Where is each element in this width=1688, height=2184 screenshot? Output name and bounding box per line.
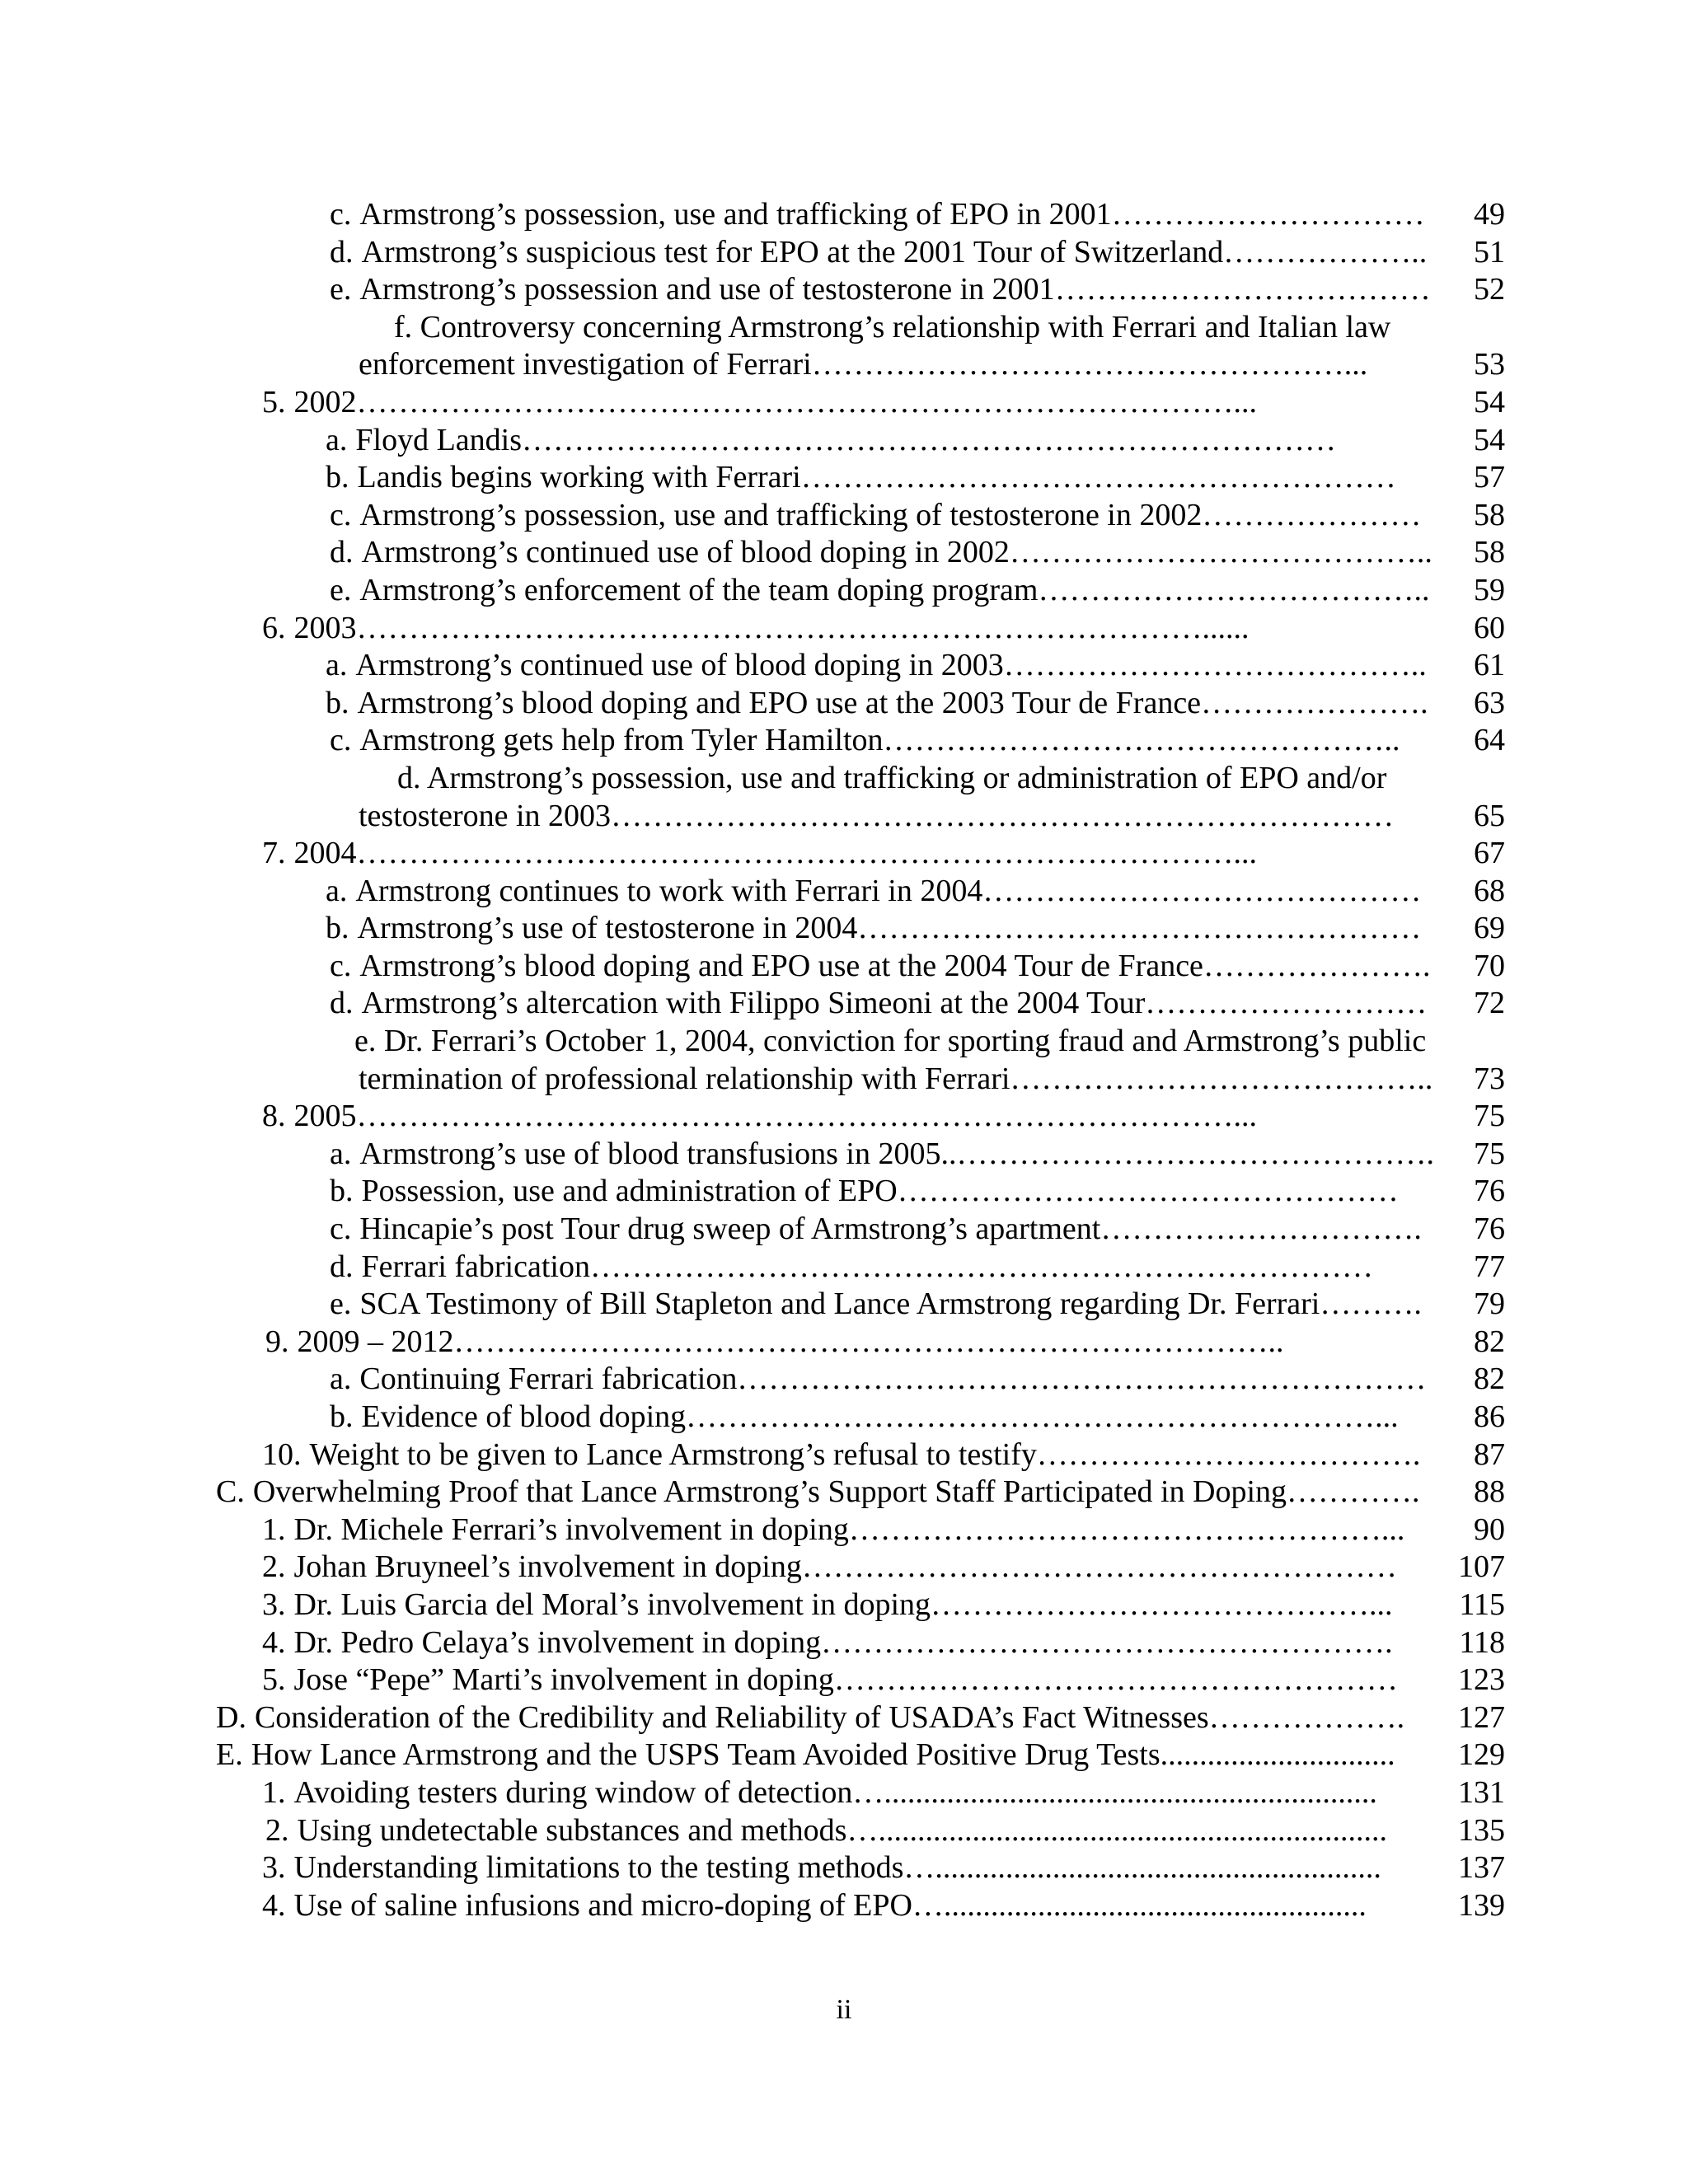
toc-entry[interactable] (326, 910, 1505, 948)
toc-entry-marker: 4. (262, 1624, 286, 1660)
toc-leader-dots: …......................................................... (903, 1850, 1381, 1886)
toc-entry-marker: 3. (262, 1850, 286, 1886)
toc-entry-title: 2002 (293, 384, 357, 419)
toc-page-number: 70 (1474, 948, 1505, 983)
toc-entry-title: Armstrong gets help from Tyler Hamilton (359, 723, 884, 758)
toc-page-number: 75 (1474, 1099, 1505, 1134)
toc-leader-dots: ………………………………………………………………………...... (356, 610, 1250, 645)
toc-row (0, 1511, 1688, 1549)
toc-entry-title: How Lance Armstrong and the USPS Team Avoided Positive Drug Tests (251, 1737, 1160, 1773)
toc-row (0, 1249, 1688, 1286)
toc-row (0, 1849, 1688, 1887)
toc-entry-title: Evidence of blood doping (361, 1399, 687, 1434)
toc-entry[interactable] (326, 422, 1505, 460)
toc-page-number: 57 (1474, 460, 1505, 495)
toc-leader-dots: ………. (1320, 1286, 1422, 1322)
toc-page-number: 131 (1458, 1774, 1505, 1810)
toc-entry[interactable] (330, 1211, 1505, 1249)
toc-page-number: 86 (1474, 1399, 1505, 1434)
toc-row (0, 459, 1688, 497)
toc-entry[interactable] (262, 1511, 1505, 1549)
toc-entry-title: Continuing Ferrari fabrication (359, 1361, 738, 1397)
toc-entry[interactable] (330, 985, 1505, 1023)
toc-entry-title: f. Controversy concerning Armstrong’s relationship with Ferrari and Italian law (394, 309, 1391, 344)
toc-entry-marker: d. (330, 234, 354, 269)
toc-entry[interactable] (330, 1136, 1505, 1174)
toc-entry-marker: 7. (262, 836, 286, 871)
toc-entry[interactable] (262, 835, 1505, 873)
toc-page-number: 72 (1474, 986, 1505, 1021)
toc-leader-dots: ……………………………………... (931, 1586, 1393, 1622)
toc-entry[interactable] (330, 497, 1505, 535)
toc-entry-marker: 6. (262, 610, 286, 645)
toc-row (0, 271, 1688, 309)
toc-leader-dots: ………………………………………………………………… (589, 1249, 1373, 1284)
toc-leader-dots: …………………………………………………………………… (522, 422, 1336, 457)
toc-page-number: 139 (1458, 1887, 1505, 1923)
toc-leader-dots: ……………………………………………… (857, 911, 1422, 946)
toc-leader-dots: …………………………………………………………………………... (356, 836, 1257, 871)
toc-row (0, 647, 1688, 685)
toc-page-number: 58 (1474, 497, 1505, 532)
toc-entry-title: Armstrong’s continued use of blood doping in 2003 (355, 648, 1004, 683)
toc-entry[interactable] (262, 1586, 1505, 1624)
toc-entry-title: Use of saline infusions and micro-doping of EPO (293, 1887, 912, 1923)
toc-entry-marker: b. (326, 460, 349, 495)
toc-entry-marker: E. (216, 1737, 243, 1773)
toc-leader-dots: ……………….. (1223, 234, 1428, 269)
toc-entry-marker: C. (216, 1474, 245, 1510)
toc-entry-marker: c. (330, 948, 352, 983)
toc-entry-title: Armstrong continues to work with Ferrari in 2004 (355, 873, 983, 908)
toc-entry[interactable] (262, 1774, 1505, 1812)
toc-entry[interactable] (326, 685, 1505, 723)
toc-entry[interactable] (330, 948, 1505, 986)
toc-entry[interactable] (262, 1849, 1505, 1887)
toc-page-number: 135 (1458, 1812, 1505, 1848)
toc-entry-title: Armstrong’s blood doping and EPO use at the 2004 Tour de France (359, 948, 1203, 983)
toc-leader-dots: ………………………………….. (1010, 1061, 1433, 1096)
toc-leader-dots: ………………………………. (1036, 1436, 1421, 1472)
toc-leader-dots: …………………. (1203, 948, 1431, 983)
toc-entry-marker: b. (326, 685, 349, 720)
toc-entry-title: Armstrong’s possession and use of testosterone in 2001 (359, 272, 1055, 307)
toc-row (0, 798, 1688, 836)
toc-entry-title: Understanding limitations to the testing methods (293, 1850, 904, 1886)
toc-leader-dots: ………………………………….. (1009, 535, 1432, 570)
toc-entry-title: Johan Bruyneel’s involvement in doping (293, 1549, 802, 1585)
toc-entry-title: Dr. Luis Garcia del Moral’s involvement in doping (293, 1586, 931, 1622)
toc-row (0, 1023, 1688, 1061)
toc-entry-marker: 1. (262, 1774, 286, 1810)
toc-entry-title: enforcement investigation of Ferrari (359, 347, 812, 382)
toc-entry-marker: 5. (262, 384, 286, 419)
toc-entry-title: Armstrong’s blood doping and EPO use at the 2003 Tour de France (357, 685, 1202, 720)
toc-leader-dots: ………………………………………………………… (737, 1361, 1427, 1397)
toc-page-number: 107 (1458, 1549, 1505, 1585)
toc-entry-marker: a. (326, 648, 348, 683)
toc-entry-marker: c. (330, 1212, 352, 1247)
toc-page-number: 137 (1458, 1850, 1505, 1886)
toc-row (0, 346, 1688, 384)
toc-row (0, 497, 1688, 535)
toc-entry-title: Armstrong’s continued use of blood doping in 2002 (361, 535, 1010, 570)
toc-leader-dots: ………………………………………………. (821, 1624, 1393, 1660)
toc-leader-dots: ………………. (1208, 1699, 1405, 1735)
toc-page-number: 82 (1474, 1324, 1505, 1359)
toc-entry-marker: d. (330, 535, 354, 570)
toc-entry[interactable] (216, 1736, 1505, 1774)
toc-entry-marker: b. (326, 911, 349, 946)
toc-leader-dots: ………………………………………. (956, 1136, 1434, 1171)
toc-entry-title: Using undetectable substances and methods (297, 1812, 847, 1848)
toc-entry-marker: e. (330, 272, 352, 307)
toc-entry-title: Armstrong’s suspicious test for EPO at the 2001 Tour of Switzerland (361, 234, 1224, 269)
toc-row (0, 685, 1688, 723)
toc-row (0, 234, 1688, 272)
toc-entry-marker: b. (330, 1399, 354, 1434)
toc-entry[interactable] (330, 1361, 1505, 1399)
toc-entry[interactable] (262, 384, 1505, 422)
toc-leader-dots: ………………………………………………………………… (611, 798, 1395, 833)
toc-leader-dots: …………………………………………………………... (686, 1399, 1399, 1434)
toc-row (0, 1474, 1688, 1511)
toc-page-number: 76 (1474, 1174, 1505, 1209)
toc-row (0, 309, 1688, 347)
toc-entry[interactable] (216, 1474, 1505, 1511)
toc-leader-dots: …………………………………………………………………………... (356, 384, 1257, 419)
toc-entry[interactable] (326, 873, 1505, 911)
toc-entry[interactable] (262, 610, 1505, 648)
toc-row (0, 1286, 1688, 1324)
toc-page-number: 115 (1459, 1586, 1505, 1622)
toc-entry-marker: e. (330, 1286, 352, 1322)
toc-row (0, 1812, 1688, 1850)
toc-entry-marker: 1. (262, 1511, 286, 1547)
toc-entry-marker: 8. (262, 1099, 286, 1134)
toc-row (0, 422, 1688, 460)
toc-row (0, 1699, 1688, 1737)
toc-leader-dots: …………………. (1201, 685, 1428, 720)
toc-leader-dots: …...................................................... (912, 1887, 1367, 1923)
toc-entry-title: termination of professional relationship with Ferrari (359, 1061, 1010, 1096)
toc-entry[interactable] (265, 1812, 1505, 1850)
toc-entry-marker: 5. (262, 1662, 286, 1698)
toc-leader-dots: ………………………………………………… (800, 460, 1396, 495)
toc-entry[interactable] (330, 1173, 1505, 1211)
toc-entry-title: Consideration of the Credibility and Reliability of USADA’s Fact Witnesses (254, 1699, 1209, 1735)
toc-row (0, 572, 1688, 610)
toc-entry-title: testosterone in 2003 (359, 798, 612, 833)
toc-entry[interactable] (330, 271, 1505, 309)
toc-page-number: 58 (1474, 535, 1505, 570)
toc-row (0, 1211, 1688, 1249)
toc-page-number: 88 (1474, 1474, 1505, 1510)
toc-page-number: 127 (1458, 1699, 1505, 1735)
toc-page-number: 75 (1474, 1136, 1505, 1171)
toc-page-number: 59 (1474, 572, 1505, 607)
toc-entry-marker: d. (330, 1249, 354, 1284)
toc-page-number: 77 (1474, 1249, 1505, 1284)
toc-entry[interactable] (330, 1399, 1505, 1436)
toc-entry[interactable] (262, 1436, 1505, 1474)
toc-row (0, 1098, 1688, 1136)
toc-entry-marker: 9. (265, 1324, 289, 1359)
toc-row (0, 1586, 1688, 1624)
toc-leader-dots: ………………………………………… (897, 1174, 1399, 1209)
toc-row (0, 1436, 1688, 1474)
toc-leader-dots: …............................................................... (852, 1774, 1377, 1810)
toc-entry[interactable] (262, 1549, 1505, 1586)
toc-row (0, 948, 1688, 986)
toc-row (0, 873, 1688, 911)
toc-entry-marker: 4. (262, 1887, 286, 1923)
toc-leader-dots: ………………………………………….. (883, 723, 1400, 758)
toc-entry-marker: e. (330, 572, 352, 607)
toc-entry[interactable] (262, 1624, 1505, 1662)
toc-row (0, 1549, 1688, 1586)
toc-entry-marker: a. (326, 422, 348, 457)
toc-page-number: 53 (1474, 347, 1505, 382)
toc-entry-title: Armstrong’s altercation with Filippo Simeoni at the 2004 Tour (361, 986, 1146, 1021)
toc-entry-title: Jose “Pepe” Marti’s involvement in doping (293, 1662, 834, 1698)
toc-entry-marker: a. (330, 1361, 352, 1397)
toc-entry-title: Avoiding testers during window of detection (293, 1774, 853, 1810)
toc-entry-title: Landis begins working with Ferrari (357, 460, 801, 495)
toc-page-number: 123 (1458, 1662, 1505, 1698)
table-of-contents (0, 196, 1688, 1924)
toc-entry-title: 2003 (293, 610, 357, 645)
toc-entry-marker: c. (330, 723, 352, 758)
toc-page-number: 90 (1474, 1511, 1505, 1547)
toc-entry[interactable] (330, 196, 1505, 234)
toc-entry[interactable] (359, 798, 1505, 836)
toc-entry[interactable] (262, 1098, 1505, 1136)
toc-entry[interactable] (359, 346, 1505, 384)
toc-row (0, 1736, 1688, 1774)
toc-entry[interactable] (359, 1061, 1505, 1099)
toc-entry-marker: a. (330, 1136, 352, 1171)
toc-entry-marker: a. (326, 873, 348, 908)
toc-entry-marker: c. (330, 497, 352, 532)
toc-entry[interactable] (330, 1249, 1505, 1286)
toc-entry-title: Floyd Landis (355, 422, 522, 457)
toc-page-number: 54 (1474, 422, 1505, 457)
toc-row (0, 722, 1688, 760)
toc-leader-dots: ……………………………………………… (833, 1662, 1398, 1698)
toc-row (0, 1774, 1688, 1812)
toc-entry[interactable] (262, 1661, 1505, 1699)
toc-entry-title: e. Dr. Ferrari’s October 1, 2004, conviction for sporting fraud and Armstrong’s public (354, 1024, 1427, 1059)
toc-page-number: 118 (1459, 1624, 1505, 1660)
toc-page-number: 52 (1474, 272, 1505, 307)
toc-row (0, 835, 1688, 873)
toc-entry-title: Armstrong’s use of blood transfusions in 2005.. (359, 1136, 957, 1171)
toc-leader-dots: …………………………………………………………………………... (356, 1099, 1257, 1134)
toc-leader-dots: ………………………………….. (1003, 648, 1427, 683)
toc-page-number: 64 (1474, 723, 1505, 758)
toc-entry-title: Armstrong’s use of testosterone in 2004 (357, 911, 858, 946)
toc-entry-title: 2009 – 2012 (297, 1324, 454, 1359)
toc-page-number: 76 (1474, 1212, 1505, 1247)
toc-row (0, 384, 1688, 422)
toc-page-number: 79 (1474, 1286, 1505, 1322)
toc-row (0, 534, 1688, 572)
toc-page-number: 65 (1474, 798, 1505, 833)
toc-leader-dots: ……………………………………………... (848, 1511, 1405, 1547)
toc-row (0, 196, 1688, 234)
toc-entry[interactable] (330, 534, 1505, 572)
toc-leader-dots: …………………………………………………………………….. (453, 1324, 1284, 1359)
toc-leader-dots: ………………… (1202, 497, 1422, 532)
toc-row (0, 760, 1688, 798)
toc-page-number: 129 (1458, 1737, 1505, 1773)
toc-entry-marker: 10. (262, 1436, 302, 1472)
toc-row (0, 1173, 1688, 1211)
toc-entry-title: Hincapie’s post Tour drug sweep of Armstrong’s apartment (359, 1212, 1101, 1247)
toc-page-number: 61 (1474, 648, 1505, 683)
toc-entry-title: Dr. Pedro Celaya’s involvement in doping (293, 1624, 822, 1660)
toc-entry-marker: 2. (262, 1549, 286, 1585)
toc-entry[interactable] (265, 1324, 1505, 1361)
toc-entry-marker: b. (330, 1174, 354, 1209)
toc-page-number: 82 (1474, 1361, 1505, 1397)
toc-row (0, 910, 1688, 948)
toc-leader-dots: .............................. (1160, 1737, 1395, 1773)
toc-entry-title: Ferrari fabrication (361, 1249, 590, 1284)
toc-page-number: 63 (1474, 685, 1505, 720)
toc-entry[interactable] (326, 647, 1505, 685)
toc-entry-title: Armstrong’s enforcement of the team doping program (359, 572, 1039, 607)
toc-entry-title: 2005 (293, 1099, 357, 1134)
toc-row (0, 1061, 1688, 1099)
toc-entry[interactable] (330, 1286, 1505, 1324)
toc-page-number: 87 (1474, 1436, 1505, 1472)
toc-entry-title: SCA Testimony of Bill Stapleton and Lance Armstrong regarding Dr. Ferrari (359, 1286, 1320, 1322)
toc-leader-dots: …………………………. (1100, 1212, 1422, 1247)
toc-leader-dots: ……………………………… (1054, 272, 1431, 307)
toc-row (0, 1399, 1688, 1436)
toc-entry-marker: D. (216, 1699, 246, 1735)
toc-page-number: 54 (1474, 384, 1505, 419)
toc-leader-dots: ………………………… (1111, 197, 1425, 232)
toc-entry-marker: c. (330, 197, 352, 232)
toc-row (0, 1324, 1688, 1361)
toc-row (0, 610, 1688, 648)
toc-entry-marker: d. (330, 986, 354, 1021)
toc-entry[interactable] (330, 572, 1505, 610)
toc-page-number: 69 (1474, 911, 1505, 946)
toc-leader-dots: ……………………… (1145, 986, 1428, 1021)
toc-entry-title: Armstrong’s possession, use and trafficking of testosterone in 2002 (359, 497, 1203, 532)
toc-page-number: 73 (1474, 1061, 1505, 1096)
toc-row (0, 1661, 1688, 1699)
toc-page-number: 49 (1474, 197, 1505, 232)
toc-entry[interactable] (330, 234, 1505, 272)
toc-leader-dots: …………………………………… (982, 873, 1422, 908)
toc-leader-dots: ………………………………………………… (801, 1549, 1397, 1585)
toc-entry-title: Armstrong’s possession, use and trafficking of EPO in 2001 (359, 197, 1112, 232)
toc-leader-dots: ……………………………….. (1038, 572, 1430, 607)
toc-entry[interactable] (216, 1699, 1505, 1737)
toc-row (0, 1624, 1688, 1662)
toc-page-number: 60 (1474, 610, 1505, 645)
toc-entry-title: d. Armstrong’s possession, use and trafficking or administration of EPO and/or (397, 760, 1387, 795)
toc-entry-title: Weight to be given to Lance Armstrong’s refusal to testify (309, 1436, 1037, 1472)
toc-entry-title: Overwhelming Proof that Lance Armstrong’s Support Staff Participated in Doping (252, 1474, 1287, 1510)
toc-entry[interactable] (262, 1887, 1505, 1925)
toc-entry[interactable] (326, 459, 1505, 497)
toc-entry[interactable] (330, 722, 1505, 760)
toc-entry-title: 2004 (293, 836, 357, 871)
toc-page-number: 67 (1474, 836, 1505, 871)
page-number: ii (836, 1994, 852, 2025)
toc-entry-title: Dr. Michele Ferrari’s involvement in doping (293, 1511, 849, 1547)
toc-row (0, 1361, 1688, 1399)
toc-entry-marker: 2. (265, 1812, 289, 1848)
toc-entry-title: Possession, use and administration of EPO (361, 1174, 898, 1209)
toc-entry-marker: 3. (262, 1586, 286, 1622)
toc-leader-dots: …................................................................. (846, 1812, 1387, 1848)
toc-leader-dots: ……………………………………………... (811, 347, 1368, 382)
toc-page-number: 68 (1474, 873, 1505, 908)
toc-row (0, 985, 1688, 1023)
toc-row (0, 1887, 1688, 1925)
toc-page-number: 51 (1474, 234, 1505, 269)
toc-leader-dots: …………. (1287, 1474, 1420, 1510)
toc-row (0, 1136, 1688, 1174)
